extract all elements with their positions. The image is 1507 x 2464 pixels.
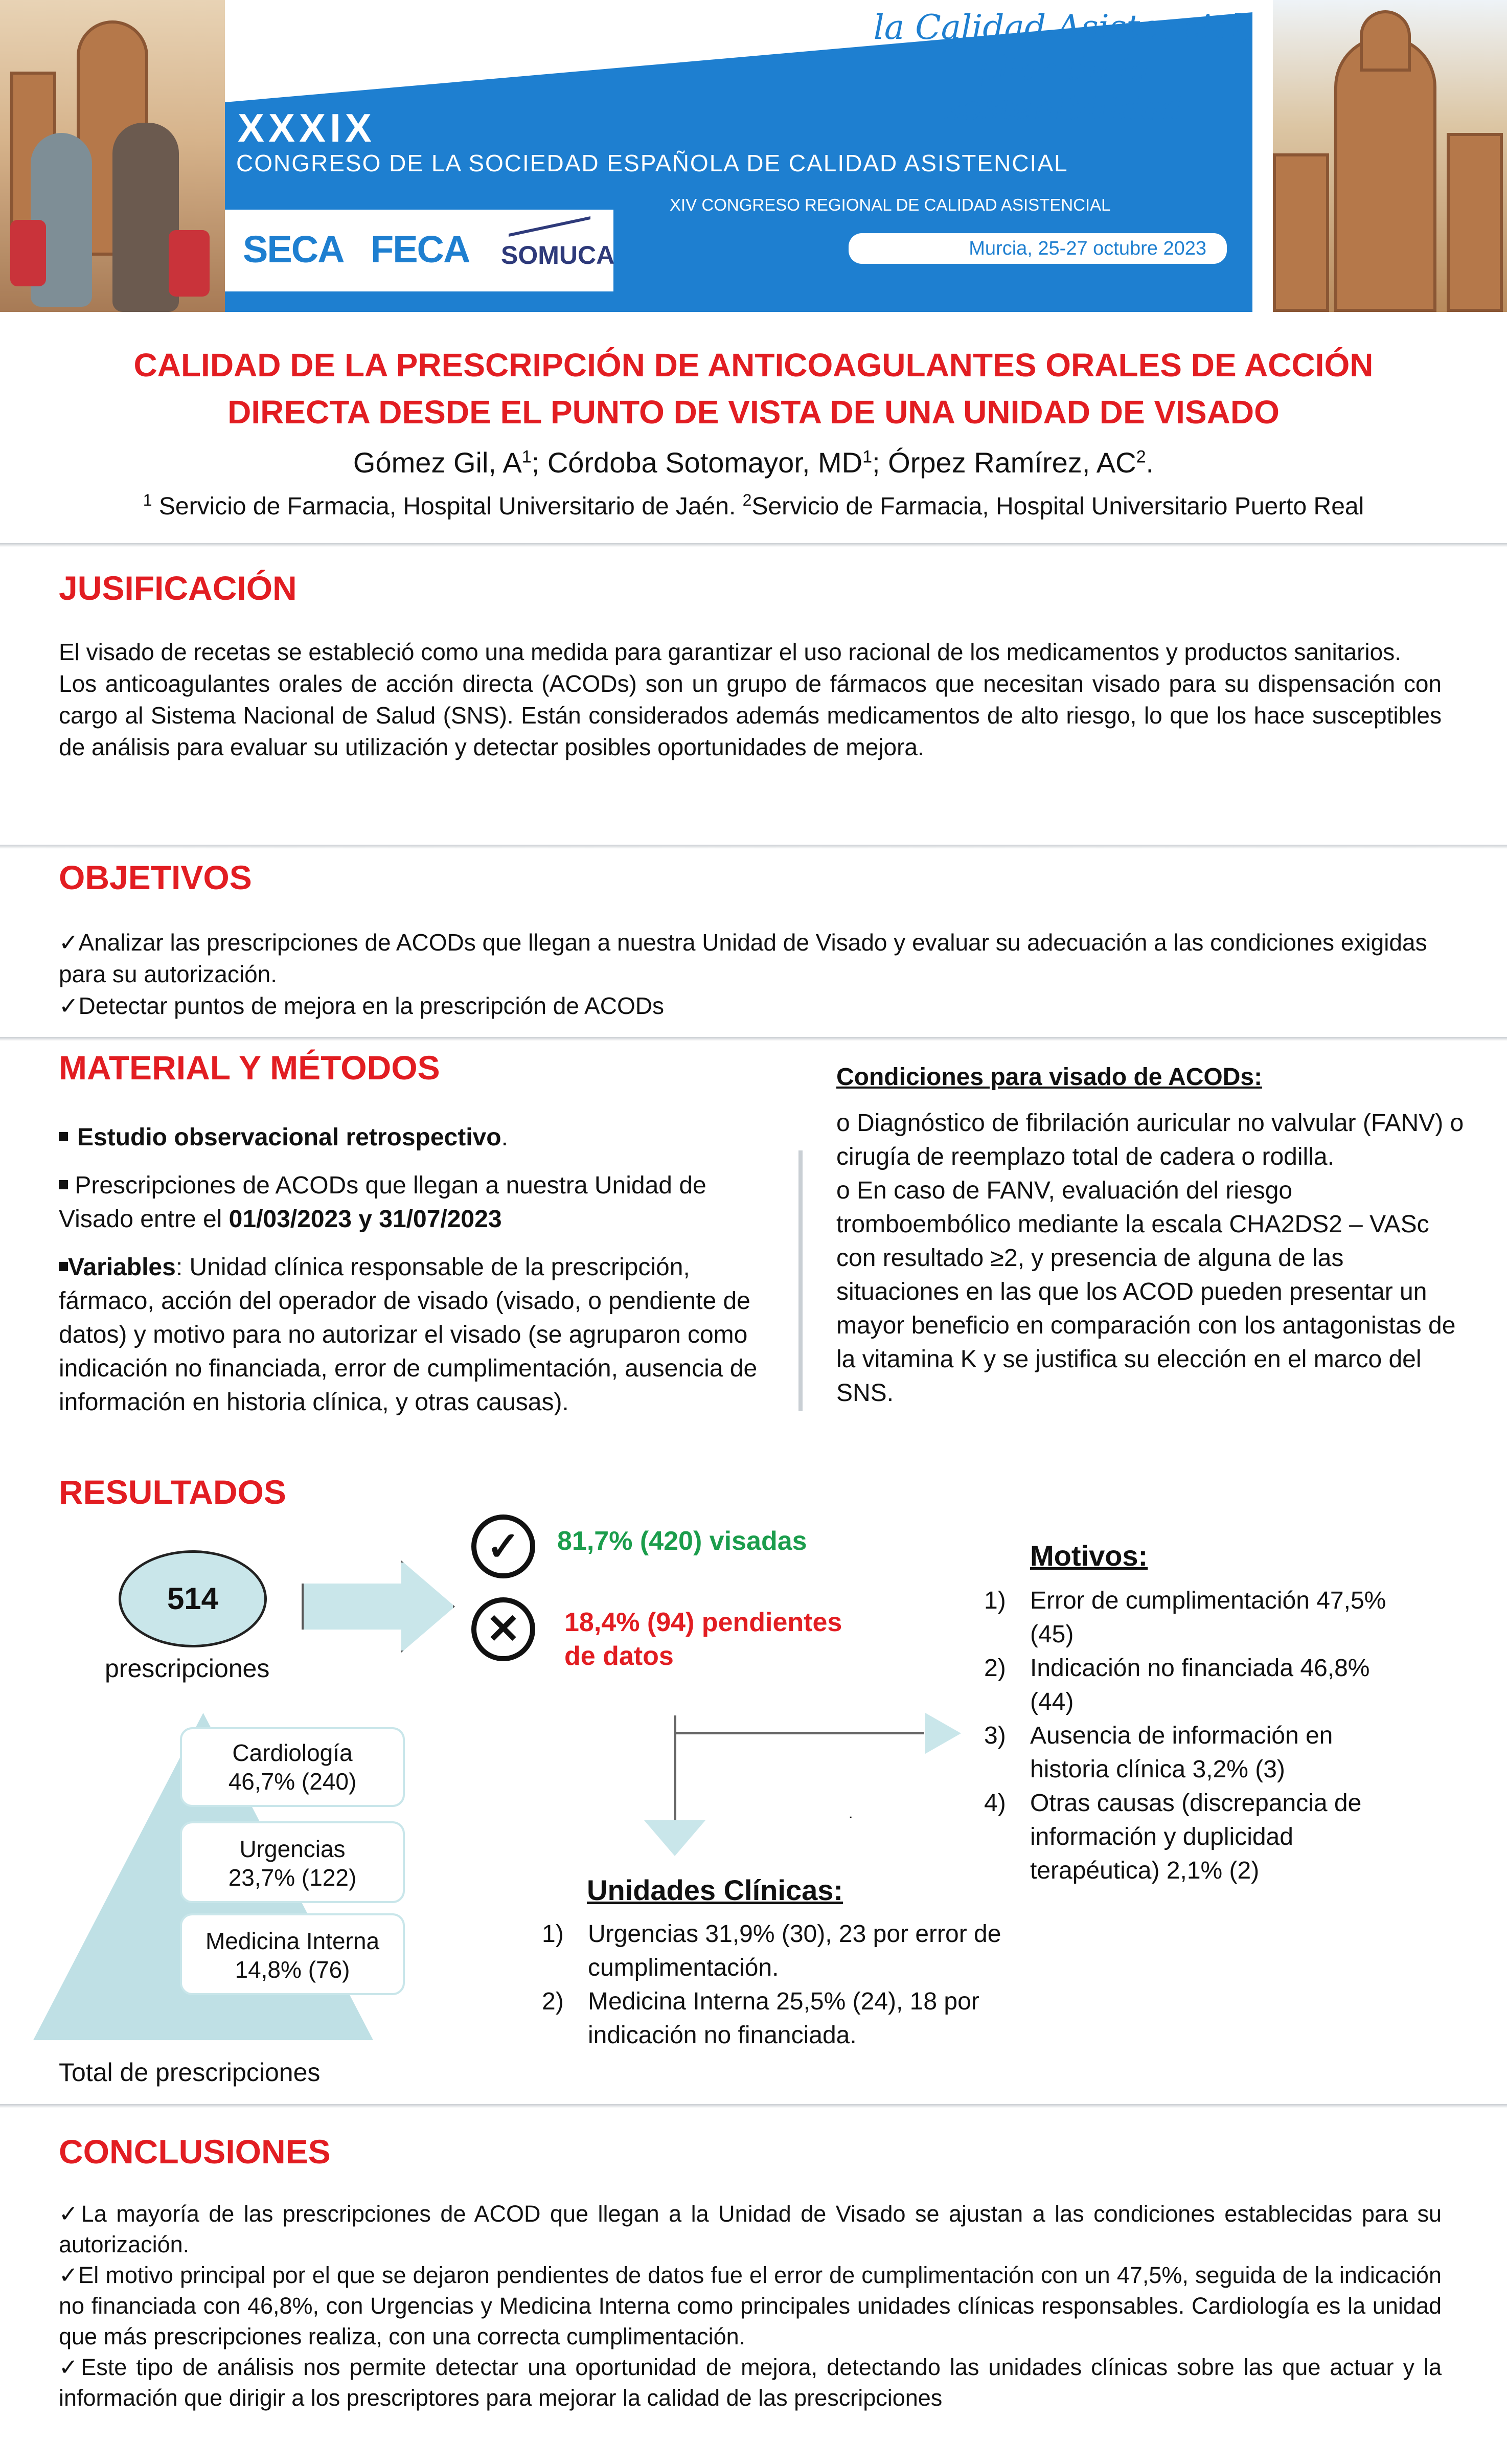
objetivos-heading: OBJETIVOS bbox=[59, 858, 252, 896]
resultados-heading: RESULTADOS bbox=[59, 1473, 286, 1511]
list-item: 3) Ausencia de información en historia clínica 3,2% (3) bbox=[984, 1722, 1333, 1783]
condiciones-heading: Condiciones para visado de ACODs: bbox=[836, 1064, 1263, 1091]
unidades-list bbox=[542, 1917, 1002, 2052]
title-line-2: DIRECTA DESDE EL PUNTO DE VISTA DE UNA UNIDAD DE VISADO bbox=[227, 394, 1280, 431]
divider bbox=[0, 845, 1507, 849]
arrow-down-icon bbox=[644, 1820, 705, 1856]
visadas-result: 81,7% (420) visadas bbox=[557, 1526, 807, 1556]
arrow-right-icon bbox=[925, 1713, 961, 1754]
banner-illustration-left bbox=[0, 0, 225, 312]
metodos-bullets bbox=[59, 1121, 774, 1419]
conclusion-item: ✓El motivo principal por el que se dejaron pendientes de datos fue el error de cumplimentación con un 47,5%, seguida de la indicación no financiada con 46,8%, con Urgencias y Medicina Interna como principales unidades clínicas responsables. Cardiología es la unidad que más prescripciones realiza, con una correcta cumplimentación. bbox=[59, 2262, 1442, 2349]
objetivo-item: ✓Analizar las prescripciones de ACODs que llegan a nuestra Unidad de Visado y evaluar su adecuación a las condiciones exigidas para su autorización. bbox=[59, 929, 1427, 987]
congress-name: CONGRESO DE LA SOCIEDAD ESPAÑOLA DE CALIDAD ASISTENCIAL bbox=[236, 150, 1068, 176]
pyramid-unit-medicina-interna: Medicina Interna 14,8% (76) bbox=[180, 1913, 405, 1995]
authors: Gómez Gil, $A^1$; Córdoba Sotomayor, $MD^1$; Órpez Ramírez, $AC^2$. bbox=[353, 446, 1154, 479]
list-item: 2) Medicina Interna 25,5% (24), 18 por indicación no financiada. bbox=[542, 1988, 979, 2049]
justificacion-paragraph-1: El visado de recetas se estableció como una medida para garantizar el uso racional de los medicamentos y productos sanitarios. bbox=[59, 639, 1401, 665]
seca-logo: SECA bbox=[243, 228, 344, 270]
column-divider bbox=[798, 1150, 803, 1411]
divider bbox=[0, 543, 1507, 547]
objetivo-item: ✓Detectar puntos de mejora en la prescripción de ACODs bbox=[59, 992, 665, 1019]
congress-banner bbox=[0, 0, 1507, 312]
motivos-panel bbox=[984, 1539, 1419, 1888]
somuca-logo: SOMUCA bbox=[501, 241, 615, 269]
justificacion-heading: JUSIFICACIÓN bbox=[59, 569, 297, 607]
square-bullet-icon bbox=[59, 1132, 68, 1141]
list-item: 1) Urgencias 31,9% (30), 23 por error de cumplimentación. bbox=[542, 1920, 1001, 1981]
square-bullet-icon bbox=[59, 1180, 68, 1189]
connector-line bbox=[674, 1732, 924, 1734]
condicion-item: o Diagnóstico de fibrilación auricular no valvular (FANV) o cirugía de reemplazo total de cadera o rodilla. bbox=[836, 1110, 1464, 1170]
justificacion-paragraph-2: Los anticoagulantes orales de acción directa (ACODs) son un grupo de fármacos que necesitan visado para su dispensación con cargo al Sistema Nacional de Salud (SNS). Están considerados además medicamentos de alto riesgo, lo que los hace susceptibles de análisis para evaluar su utilización y detectar posibles oportunidades de mejora. bbox=[59, 670, 1442, 760]
condiciones-visado bbox=[836, 1060, 1470, 1410]
condicion-item: o En caso de FANV, evaluación del riesgo tromboembólico mediante la escala CHA2DS2 – VASc con resultado ≥2, y presencia de alguna de las situaciones en las que los ACOD pueden presentar un mayor beneficio en comparación con los antagonistas de la vitamina K y se justifica su elección en el marco del SNS. bbox=[836, 1177, 1456, 1407]
metodos-bullet: Estudio observacional retrospectivo. bbox=[59, 1121, 774, 1155]
conclusiones-list bbox=[59, 2199, 1442, 2413]
list-item: 1) Error de cumplimentación 47,5% (45) bbox=[984, 1587, 1386, 1648]
unidades-heading: Unidades Clínicas: bbox=[587, 1874, 843, 1906]
metodos-bullet: Prescripciones de ACODs que llegan a nuestra Unidad de Visado entre el 01/03/2023 y 31/07/2023 bbox=[59, 1172, 706, 1233]
cross-circle-icon: ✕ bbox=[471, 1597, 535, 1661]
check-circle-icon: ✓ bbox=[471, 1514, 535, 1578]
regional-congress: XIV CONGRESO REGIONAL DE CALIDAD ASISTENCIAL bbox=[670, 195, 1111, 214]
list-item: 4) Otras causas (discrepancia de información y duplicidad terapéutica) 2,1% (2) bbox=[984, 1790, 1362, 1884]
objetivos-list bbox=[59, 926, 1439, 1022]
divider bbox=[0, 1037, 1507, 1041]
conclusion-item: ✓La mayoría de las prescripciones de ACOD que llegan a la Unidad de Visado se ajustan a las condiciones establecidas para su autorización. bbox=[59, 2201, 1442, 2257]
conclusiones-heading: CONCLUSIONES bbox=[59, 2133, 331, 2171]
motivos-heading: Motivos: bbox=[1030, 1540, 1148, 1572]
arrow-right-icon bbox=[302, 1561, 455, 1653]
banner-tagline bbox=[869, 7, 1258, 129]
pyramid-caption: Total de prescripciones bbox=[59, 2058, 321, 2087]
justificacion-text bbox=[59, 636, 1442, 763]
affiliations: $^1$ Servicio de Farmacia, Hospital Universitario de Jaén. $^2$Servicio de Farmacia, Hospital Universitario Puerto Real bbox=[143, 491, 1364, 520]
poster-title bbox=[0, 342, 1507, 436]
pendientes-result: 18,4% (94) pendientes de datos bbox=[564, 1608, 842, 1671]
unidades-panel bbox=[542, 1873, 1002, 2052]
total-prescriptions-bubble: 514 bbox=[119, 1550, 267, 1647]
metodos-heading: MATERIAL Y MÉTODOS bbox=[59, 1049, 440, 1087]
stray-dot: . bbox=[849, 1805, 853, 1822]
tagline-line-2: pilar de la sostenibilidad bbox=[944, 48, 1183, 128]
metodos-bullet: Variables: Unidad clínica responsable de la prescripción, fármaco, acción del operador de visado (visado, o pendiente de datos) y motivo para no autorizar el visado (se agruparon como indicación no financiada, error de cumplimentación, ausencia de información en historia clínica, y otras causas). bbox=[59, 1254, 758, 1416]
square-bullet-icon bbox=[59, 1262, 68, 1271]
congress-edition: XXXIX bbox=[238, 105, 376, 150]
congress-date: Murcia, 25-27 octubre 2023 bbox=[849, 233, 1227, 264]
pyramid-unit-urgencias: Urgencias 23,7% (122) bbox=[180, 1821, 405, 1903]
total-prescriptions-label: prescripciones bbox=[105, 1654, 270, 1683]
list-item: 2) Indicación no financiada 46,8% (44) bbox=[984, 1655, 1370, 1715]
pyramid-unit-cardiologia: Cardiología 46,7% (240) bbox=[180, 1727, 405, 1807]
title-line-1: CALIDAD DE LA PRESCRIPCIÓN DE ANTICOAGULANTES ORALES DE ACCIÓN bbox=[133, 347, 1374, 383]
banner-illustration-right bbox=[1273, 0, 1507, 312]
logo-strip bbox=[225, 210, 613, 291]
feca-logo: FECA bbox=[371, 228, 470, 270]
divider bbox=[0, 2104, 1507, 2108]
motivos-list bbox=[984, 1584, 1419, 1888]
tagline-line-1: la Calidad Asistencial, bbox=[873, 8, 1253, 47]
conclusion-item: ✓Este tipo de análisis nos permite detectar una oportunidad de mejora, detectando las unidades clínicas sobre las que actuar y la información que dirigir a los prescriptores para mejorar la calidad de las prescripciones bbox=[59, 2354, 1442, 2411]
